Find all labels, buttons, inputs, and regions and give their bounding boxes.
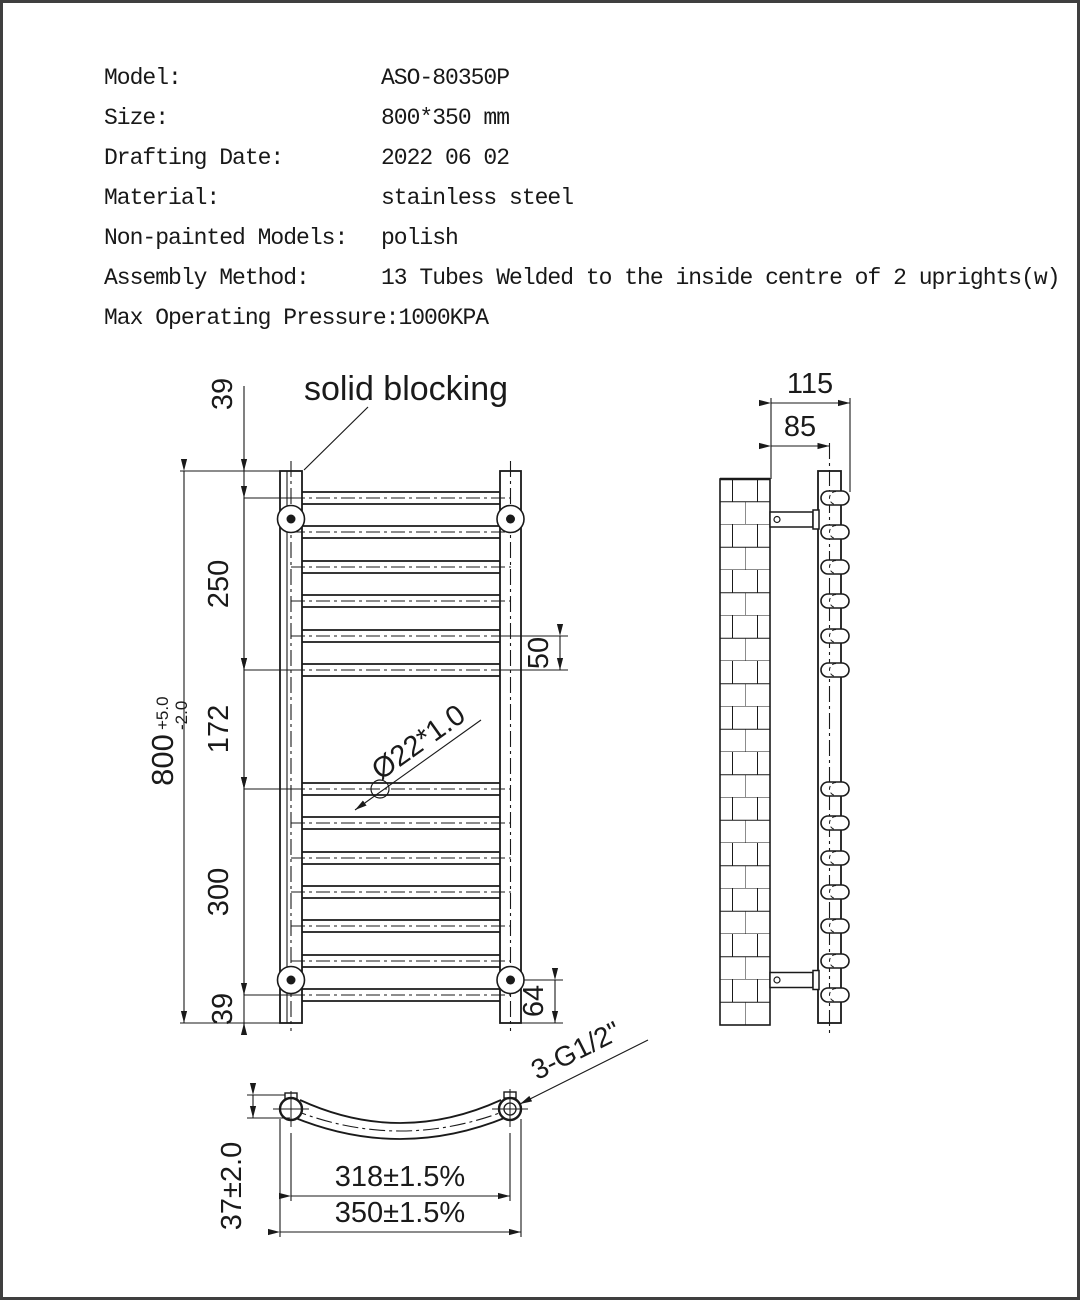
dim-800-tol-plus: +5.0 bbox=[153, 696, 172, 730]
tube bbox=[291, 630, 511, 642]
tube bbox=[291, 817, 511, 829]
tube-end bbox=[821, 629, 849, 643]
front-view bbox=[145, 370, 568, 1034]
thread-label: 3-G1/2" bbox=[526, 1015, 626, 1086]
dim-300: 300 bbox=[203, 867, 235, 917]
wall-bracket-top bbox=[770, 510, 819, 529]
dim-250: 250 bbox=[203, 559, 235, 609]
side-view bbox=[720, 368, 850, 1033]
dim-64: 64 bbox=[518, 984, 550, 1018]
spec-value: stainless steel bbox=[381, 185, 574, 211]
tube bbox=[291, 595, 511, 607]
tube bbox=[291, 664, 511, 676]
tube-end bbox=[821, 782, 849, 796]
tube-end bbox=[821, 491, 849, 505]
spec-label: Assembly Method: bbox=[104, 265, 309, 291]
radiator-technical-drawing bbox=[3, 3, 1080, 1300]
tube-end bbox=[821, 988, 849, 1002]
tube bbox=[291, 920, 511, 932]
tube-end bbox=[821, 525, 849, 539]
mount-bracket bbox=[497, 506, 524, 533]
tube-end bbox=[821, 885, 849, 899]
dim-39-bottom: 39 bbox=[207, 992, 239, 1026]
curved-tube-top-edge bbox=[300, 1100, 501, 1123]
tube bbox=[291, 886, 511, 898]
dim-115: 115 bbox=[786, 368, 834, 400]
spec-label: Size: bbox=[104, 105, 169, 131]
tube bbox=[291, 561, 511, 573]
top-view bbox=[216, 1015, 648, 1237]
svg-text:800: 800 bbox=[145, 734, 180, 786]
spec-label: Drafting Date: bbox=[104, 145, 284, 171]
tube-end bbox=[821, 816, 849, 830]
tube-end bbox=[821, 663, 849, 677]
tube-end bbox=[821, 560, 849, 574]
dim-overall: 350±1.5% bbox=[334, 1197, 466, 1229]
dim-39-top: 39 bbox=[207, 377, 239, 411]
tube-end bbox=[821, 919, 849, 933]
spec-value: polish bbox=[381, 225, 458, 251]
spec-value: 13 Tubes Welded to the inside centre of 2 uprights(w) bbox=[381, 265, 1060, 291]
spec-value: 800*350 mm bbox=[381, 105, 510, 131]
dim-800-tol-minus: -2.0 bbox=[172, 700, 191, 730]
dim-85: 85 bbox=[783, 411, 817, 443]
spec-label: Material: bbox=[104, 185, 220, 211]
spec-value: ASO-80350P bbox=[381, 65, 510, 91]
tube bbox=[291, 492, 511, 504]
tube bbox=[291, 989, 511, 1001]
tube-end bbox=[821, 851, 849, 865]
dim-50: 50 bbox=[523, 636, 555, 670]
spec-label: Non-painted Models: bbox=[104, 225, 348, 251]
tube-spec-label: Ø22*1.0 bbox=[366, 698, 472, 787]
tube bbox=[291, 852, 511, 864]
mount-bracket bbox=[278, 967, 305, 994]
solid-blocking-label: solid blocking bbox=[303, 370, 509, 408]
spec-label: Model: bbox=[104, 65, 181, 91]
mount-bracket bbox=[278, 506, 305, 533]
tube bbox=[291, 526, 511, 538]
wall-bracket-bottom bbox=[770, 971, 819, 990]
spec-value: 2022 06 02 bbox=[381, 145, 510, 171]
solid-blocking-leader bbox=[304, 407, 368, 470]
tube-end bbox=[821, 954, 849, 968]
tube-end bbox=[821, 594, 849, 608]
wall bbox=[720, 479, 770, 1025]
dim-172: 172 bbox=[203, 704, 235, 754]
spec-value: 1000KPA bbox=[398, 305, 489, 331]
tube bbox=[291, 783, 511, 795]
dim-bow: 37±2.0 bbox=[216, 1141, 248, 1231]
tube bbox=[291, 955, 511, 967]
spec-label: Max Operating Pressure: bbox=[104, 305, 399, 331]
dim-centers: 318±1.5% bbox=[334, 1161, 466, 1193]
